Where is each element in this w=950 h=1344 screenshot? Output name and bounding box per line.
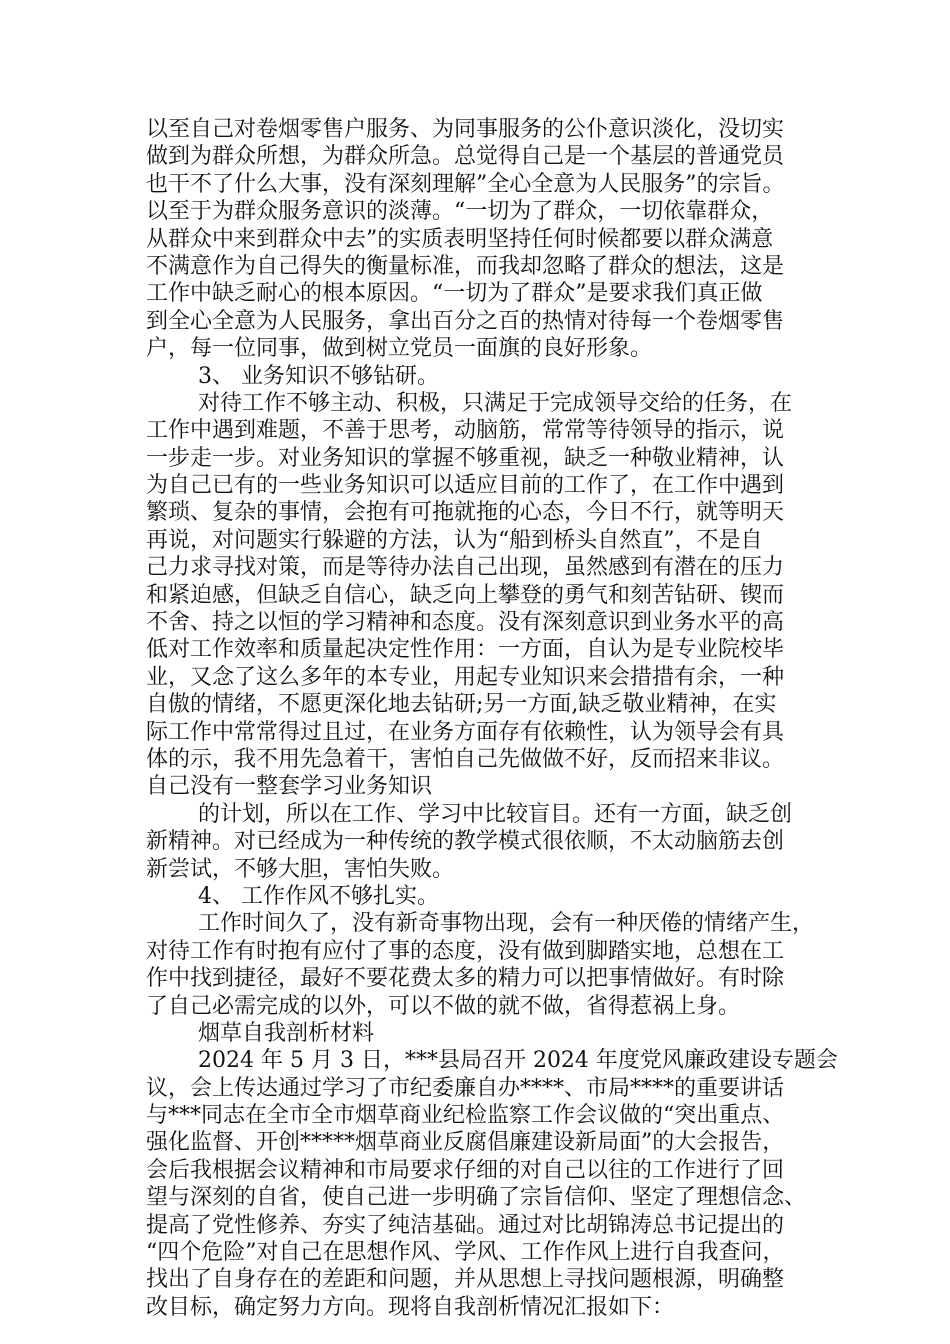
- text-line: 找出了自身存在的差距和问题，并从思想上寻找问题根源，明确整: [146, 1267, 785, 1293]
- text-line: 改目标，确定努力方向。现将自我剖析情况汇报如下：: [146, 1294, 675, 1320]
- text-line: 再说，对问题实行躲避的方法，认为“船到桥头自然直”，不是自: [146, 527, 763, 553]
- text-line: 与***同志在全市全市烟草商业纪检监察工作会议做的“突出重点、: [146, 1103, 785, 1129]
- text-line: 3、 业务知识不够钻研。: [198, 363, 439, 389]
- text-line: “四个危险”对自己在思想作风、学风、工作作风上进行自我查问，: [146, 1240, 785, 1266]
- text-line: 对待工作有时抱有应付了事的态度，没有做到脚踏实地，总想在工: [146, 938, 785, 964]
- text-line: 自己没有一整套学习业务知识: [146, 774, 433, 800]
- text-line: 低对工作效率和质量起决定性作用：一方面，自认为是专业院校毕: [146, 637, 785, 663]
- text-line: 对待工作不够主动、积极，只满足于完成领导交给的任务，在: [198, 390, 793, 416]
- text-line: 作中找到捷径，最好不要花费太多的精力可以把事情做好。有时除: [146, 966, 785, 992]
- text-line: 会后我根据会议精神和市局要求仔细的对自己以往的工作进行了回: [146, 1157, 785, 1183]
- text-line: 己力求寻找对策，而是等待办法自己出现，虽然感到有潜在的压力: [146, 555, 785, 581]
- text-line: 和紧迫感，但缺乏自信心，缺乏向上攀登的勇气和刻苦钻研、锲而: [146, 582, 785, 608]
- text-line: 以至于为群众服务意识的淡薄。“一切为了群众，一切依靠群众，: [146, 199, 774, 225]
- text-line: 体的示，我不用先急着干，害怕自己先做做不好，反而招来非议。: [146, 746, 785, 772]
- text-line: 不满意作为自己得失的衡量标准，而我却忽略了群众的想法，这是: [146, 253, 785, 279]
- text-line: 工作中遇到难题，不善于思考，动脑筋，常常等待领导的指示，说: [146, 418, 785, 444]
- text-line: 从群众中来到群众中去”的实质表明坚持任何时候都要以群众满意: [146, 226, 774, 252]
- text-line: 到全心全意为人民服务，拿出百分之百的热情对待每一个卷烟零售: [146, 308, 785, 334]
- text-line: 2024 年 5 月 3 日，***县局召开 2024 年度党风廉政建设专题会: [198, 1048, 838, 1074]
- text-line: 新精神。对已经成为一种传统的教学模式很依顺，不太动脑筋去创: [146, 829, 785, 855]
- text-line: 也干不了什么大事，没有深刻理解”全心全意为人民服务”的宗旨。: [146, 171, 785, 197]
- text-line: 不舍、持之以恒的学习精神和态度。没有深刻意识到业务水平的高: [146, 610, 785, 636]
- text-line: 繁琐、复杂的事情，会抱有可拖就拖的心态，今日不行，就等明天: [146, 500, 785, 526]
- text-line: 望与深刻的自省，使自己进一步明确了宗旨信仰、坚定了理想信念、: [146, 1185, 807, 1211]
- text-line: 以至自己对卷烟零售户服务、为同事服务的公仆意识淡化，没切实: [146, 117, 785, 142]
- text-line: 工作中缺乏耐心的根本原因。“一切为了群众”是要求我们真正做: [146, 281, 763, 307]
- text-line: 的计划，所以在工作、学习中比较盲目。还有一方面，缺乏创: [198, 801, 793, 827]
- text-line: 为自己已有的一些业务知识可以适应目前的工作了，在工作中遇到: [146, 473, 785, 499]
- text-line: 户，每一位同事，做到树立党员一面旗的良好形象。: [146, 336, 653, 362]
- text-line: 提高了党性修养、夯实了纯洁基础。通过对比胡锦涛总书记提出的: [146, 1212, 785, 1238]
- text-line: 4、 工作作风不够扎实。: [198, 883, 439, 909]
- text-line: 一步走一步。对业务知识的掌握不够重视，缺乏一种敬业精神，认: [146, 445, 785, 471]
- document-body: [146, 116, 836, 1321]
- text-line: 议，会上传达通过学习了市纪委廉自办****、市局****的重要讲话: [146, 1075, 785, 1101]
- text-line: 烟草自我剖析材料: [198, 1020, 375, 1046]
- text-line: 业，又念了这么多年的本专业，用起专业知识来会措措有余，一种: [146, 664, 785, 690]
- text-line: 新尝试，不够大胆，害怕失败。: [146, 856, 455, 882]
- text-line: 强化监督、开创*****烟草商业反腐倡廉建设新局面”的大会报告，: [146, 1130, 785, 1156]
- text-line: 了自己必需完成的以外，可以不做的就不做，省得惹祸上身。: [146, 993, 741, 1019]
- text-line: 自傲的情绪，不愿更深化地去钻研;另一方面,缺乏敬业精神，在实: [146, 692, 777, 718]
- text-line: 工作时间久了，没有新奇事物出现，会有一种厌倦的情绪产生，: [198, 911, 815, 937]
- text-line: 际工作中常常得过且过，在业务方面存有依赖性，认为领导会有具: [146, 719, 785, 745]
- text-line: 做到为群众所想，为群众所急。总觉得自己是一个基层的普通党员: [146, 144, 785, 170]
